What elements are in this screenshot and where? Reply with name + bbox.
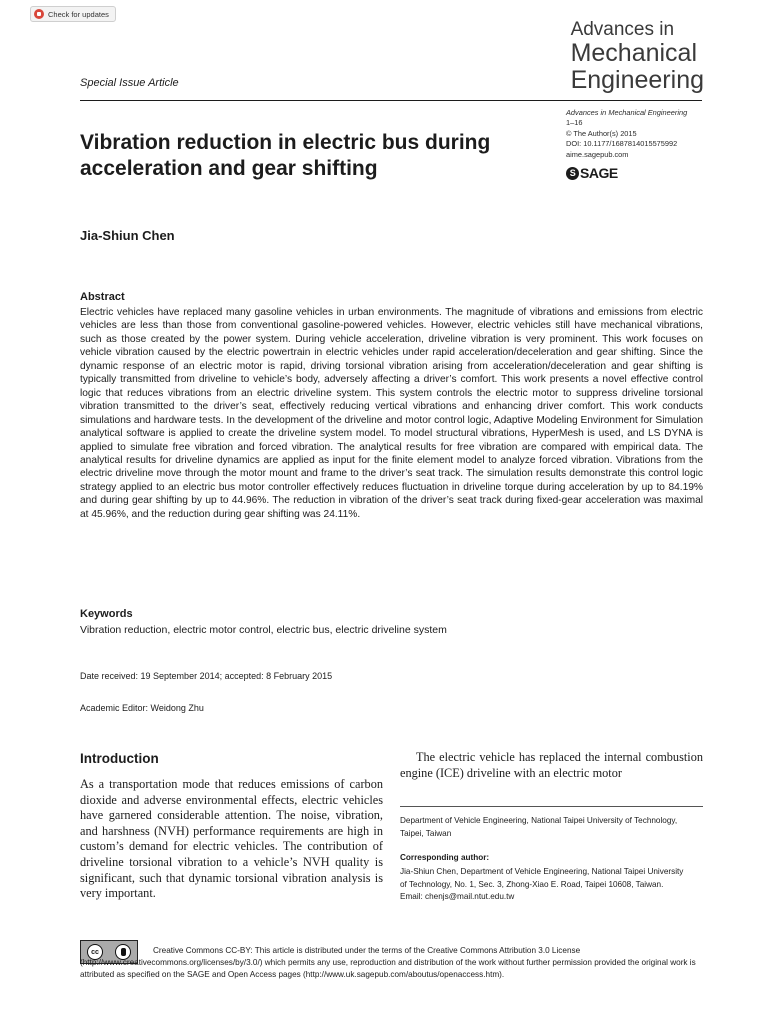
meta-copyright: © The Author(s) 2015 (566, 128, 637, 138)
corresponding-author-email[interactable]: Email: chenjs@mail.ntut.edu.tw (400, 892, 515, 901)
keywords-heading: Keywords (80, 608, 133, 620)
journal-logo (571, 20, 704, 93)
check-for-updates-label: Check for updates (48, 9, 109, 19)
affiliation-divider (400, 806, 703, 807)
check-for-updates-button[interactable] (30, 6, 116, 22)
article-meta (566, 108, 687, 160)
meta-journal-name: Advances in Mechanical Engineering (566, 108, 688, 117)
abstract-heading: Abstract (80, 291, 125, 303)
sage-s-icon: S (566, 167, 579, 180)
introduction-heading: Introduction (80, 751, 159, 766)
journal-title-line2: Mechanical (570, 39, 698, 67)
crossmark-icon (34, 9, 44, 19)
meta-website[interactable]: aime.sagepub.com (566, 149, 629, 159)
sage-wordmark: SAGE (580, 165, 618, 181)
keywords-text: Vibration reduction, electric motor control, electric bus, electric driveline system (80, 624, 447, 636)
journal-title-line1: Advances in (570, 19, 675, 40)
introduction-paragraph-2: The electric vehicle has replaced the internal combustion engine (ICE) driveline with an electric motor (400, 750, 703, 780)
article-title: Vibration reduction in electric bus during acceleration and gear shifting (80, 131, 491, 180)
author-affiliation: Department of Vehicle Engineering, National Taipei University of Technology, Taipei, Taiwan (400, 816, 678, 838)
corresponding-author-address: Jia-Shiun Chen, Department of Vehicle Engineering, National Taipei University of Technology, No. 1, Sec. 3, Zhong-Xiao E. Road, Taipei 10608, Taiwan. (400, 867, 684, 889)
meta-doi[interactable]: DOI: 10.1177/1687814015575992 (566, 139, 678, 149)
corresponding-author-heading: Corresponding author: (400, 853, 490, 862)
header-divider (80, 100, 702, 101)
corresponding-author-details (400, 866, 690, 904)
author-name: Jia-Shiun Chen (80, 228, 175, 243)
creative-commons-icon: cc (87, 944, 103, 960)
academic-editor: Academic Editor: Weidong Zhu (80, 703, 204, 713)
article-type: Special Issue Article (80, 77, 179, 89)
introduction-paragraph-1: As a transportation mode that reduces emissions of carbon dioxide and adverse environmental effects, electric vehicles have garnered considerable attention. The noise, vibration, and harshness (NVH) performance requirements are high in custom’s demand for electric vehicles. The contribution of driveline torsional vibration to a vehicle’s NVH quality is significant, such that dynamic torsional vibration analysis is very important. (80, 777, 383, 901)
abstract-text: Electric vehicles have replaced many gasoline vehicles in urban environments. The magnitude of vibrations and emissions from electric vehicles are less than those from conventional gasoline-powered vehicles. However, electric vehicles still have mechanical vibrations, such as those created by the power system. During vehicle acceleration, driveline vibration is very prominent. This work focuses on vehicle vibration caused by the electric powertrain in electric vehicles under rapid acceleration/deceleration and gear shifting. Since the dynamic response of an electric motor is rapid, driving torsional vibration arising from acceleration/deceleration and gear shifting is typically transmitted from driveline to vehicle’s body, adversely affecting a driver’s comfort. This work presents a novel effective control logic that reduces vibrations from an electric driveline system. This system controls the electric motor to suppress driveline torsional vibration transmitted to the driver’s seat, effectively reducing vertical vibrations and enhancing driver comfort. This work conducts simulations and hardware tests. In the development of the driveline and motor control logic, Adaptive Modeling Environment for Simulation analytical software is applied to create the driveline system model. To model structural vibrations, HyperMesh is used, and LS DYNA is applied to simulate free vibration and forced vibration. The analytical results for free vibration are compared with empirical data. The analytical results for driveline dynamics are applied as input for the finite element model to analyze forced vibration. Vibrations from the electric driveline move through the motor mount and frame to the driver’s seat track. The simulation results demonstrate this control logic strategy applied to an electric bus motor controller effectively reduces fluctuation in driveline torque during acceleration by up to 84.19% and during gear shifting by up to 44.96%. The reduction in vibration of the driver’s seat track during fixed-gear acceleration was maximal at 45.96%, and the reduction during gear shifting was 24.11%. (80, 307, 703, 520)
sage-logo (566, 165, 618, 181)
date-received: Date received: 19 September 2014; accepted: 8 February 2015 (80, 671, 333, 681)
meta-pages: 1–16 (566, 118, 583, 128)
license-text: Creative Commons CC-BY: This article is distributed under the terms of the Creative Commons Attribution 3.0 License (http://www.creativecommons.org/licenses/by/3.0/) which permits any use, reproduction and distribution of the work without further permission provided the original work is attributed as specified on the SAGE and Open Access pages (http://www.uk.sagepub.com/aboutus/openaccess.htm). (80, 946, 696, 980)
journal-title-line3: Engineering (570, 66, 704, 94)
